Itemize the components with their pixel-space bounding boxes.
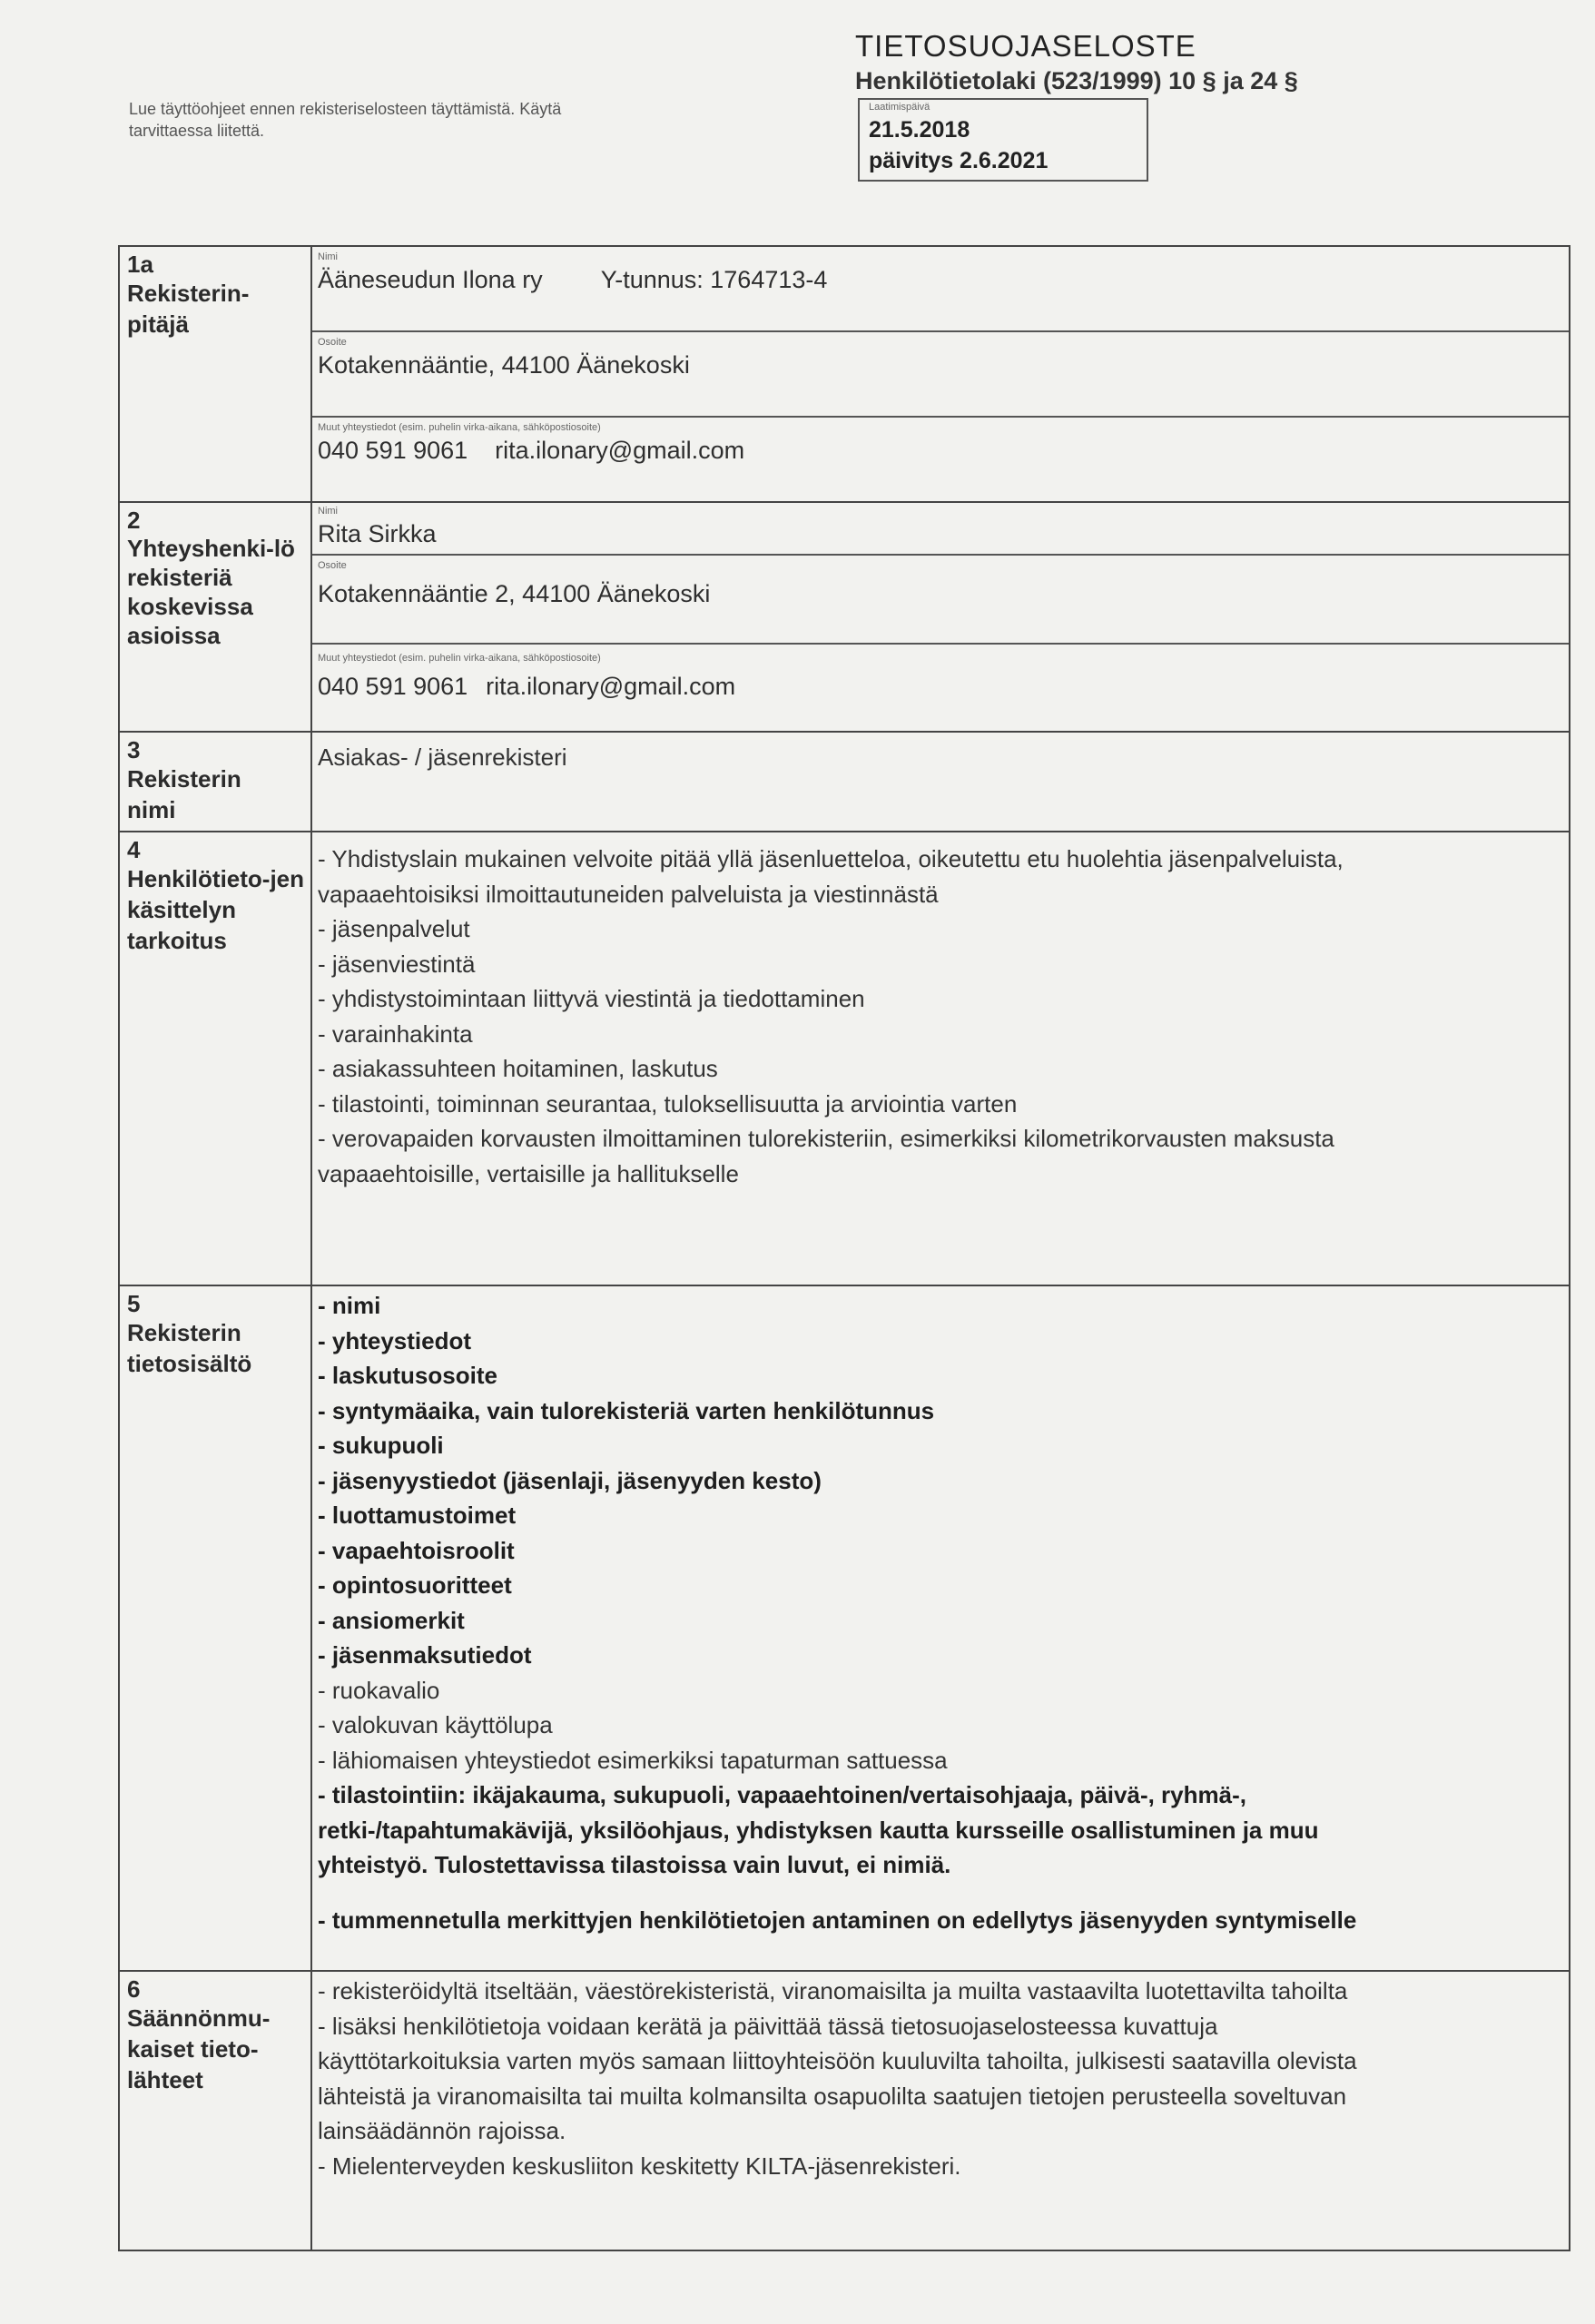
register-name: Asiakas- / jäsenrekisteri — [318, 743, 567, 771]
list-item: käyttötarkoituksia varten myös samaan liittoyhteisöön kuuluvilta tahoilta, julkisesti saatavilla olevista — [318, 2047, 1357, 2074]
contact-name: Rita Sirkka — [318, 520, 437, 547]
section-5 — [120, 1286, 1569, 1972]
section-1a-content — [312, 247, 1569, 501]
section-5-label-cell — [120, 1286, 312, 1970]
list-item: - jäsenviestintä — [318, 950, 476, 978]
section-4-label-cell — [120, 832, 312, 1285]
field-label: Nimi — [318, 506, 338, 517]
updated-value: päivitys 2.6.2021 — [869, 148, 1049, 173]
list-item: - lisäksi henkilötietoja voidaan kerätä ja päivittää tässä tietosuojaselosteessa kuvattuja — [318, 2012, 1218, 2040]
controller-phone: 040 591 9061 — [318, 437, 468, 464]
list-item: retki-/tapahtumakävijä, yksilöohjaus, yhdistyksen kautta kursseille osallistuminen ja muu — [318, 1816, 1319, 1844]
list-item: - jäsenmaksutiedot — [318, 1641, 532, 1669]
document-subtitle: Henkilötietolaki (523/1999) 10 § ja 24 § — [855, 67, 1298, 94]
list-item: - nimi — [318, 1292, 381, 1319]
field-label: Nimi — [318, 251, 338, 262]
list-item: - ansiomerkit — [318, 1606, 465, 1634]
section-label: Rekisterin-pitäjä — [127, 280, 250, 338]
list-item: - Yhdistyslain mukainen velvoite pitää yllä jäsenluetteloa, oikeutettu etu huolehtia jäsenpalveluista, — [318, 845, 1344, 872]
list-item: - tilastointiin: ikäjakauma, sukupuoli, vapaaehtoinen/vertaisohjaaja, päivä-, ryhmä-, — [318, 1781, 1246, 1808]
contact-address-field — [312, 556, 1569, 645]
list-item: - luottamustoimet — [318, 1502, 517, 1529]
list-item: - syntymäaika, vain tulorekisteriä varten henkilötunnus — [318, 1396, 935, 1424]
field-label: Osoite — [318, 560, 347, 571]
list-item: - tummennetulla merkittyjen henkilötietojen antaminen on edellytys jäsenyyden syntymiselle — [318, 1905, 1357, 1934]
list-item: - asiakassuhteen hoitaminen, laskutus — [318, 1055, 718, 1082]
list-item: vapaaehtoisille, vertaisille ja hallitukselle — [318, 1159, 739, 1187]
fill-instruction: Lue täyttöohjeet ennen rekisteriselosteen täyttämistä. Käytä tarvittaessa liitettä. — [129, 100, 562, 140]
controller-address-field — [312, 332, 1569, 418]
section-1a-label-cell — [120, 247, 312, 501]
field-label: Osoite — [318, 337, 347, 348]
list-item: vapaaehtoisiksi ilmoittautuneiden palveluista ja viestinnästä — [318, 880, 939, 908]
register-form-table — [118, 245, 1570, 2251]
section-6-label-cell — [120, 1972, 312, 2250]
list-item: - jäsenpalvelut — [318, 915, 470, 942]
list-item: - jäsenyystiedot (jäsenlaji, jäsenyyden kesto) — [318, 1466, 822, 1494]
section-number: 6 — [127, 1975, 141, 2003]
date-box — [858, 98, 1148, 182]
list-item: - vapaehtoisroolit — [318, 1536, 515, 1564]
list-item: - tilastointi, toiminnan seurantaa, tuloksellisuutta ja arviointia varten — [318, 1089, 1018, 1118]
contact-email: rita.ilonary@gmail.com — [486, 673, 736, 700]
date-label: Laatimispäivä — [869, 102, 930, 113]
list-item: lähteistä ja viranomaisilta tai muilta kolmansilta osapuolilta saatujen tietojen perusteella soveltuvan — [318, 2082, 1347, 2110]
section-3-content — [312, 733, 1569, 831]
section-6 — [120, 1972, 1569, 2250]
section-4-content — [312, 832, 1569, 1285]
list-item: - varainhakinta — [318, 1019, 473, 1048]
list-item: - opintosuoritteet — [318, 1571, 512, 1599]
section-4 — [120, 832, 1569, 1286]
section-label: Säännönmu-kaiset tieto-lähteet — [127, 2004, 271, 2093]
list-item: - lähiomaisen yhteystiedot esimerkiksi tapaturman sattuessa — [318, 1746, 948, 1774]
section-number: 5 — [127, 1290, 141, 1317]
controller-name: Ääneseudun Ilona ry — [318, 266, 543, 293]
list-item: - yhdistystoimintaan liittyvä viestintä ja tiedottaminen — [318, 985, 865, 1012]
list-item: - laskutusosoite — [318, 1362, 497, 1389]
section-2 — [120, 503, 1569, 733]
controller-contact-field — [312, 418, 1569, 503]
section-6-content — [312, 1972, 1569, 2250]
section-label: Yhteyshenki-lö rekisteriä koskevissa asioissa — [127, 535, 295, 649]
list-item: - yhteystiedot — [318, 1326, 472, 1354]
list-item: - ruokavalio — [318, 1676, 440, 1704]
list-item: - valokuvan käyttölupa — [318, 1711, 553, 1738]
contact-address: Kotakennääntie 2, 44100 Äänekoski — [318, 580, 711, 607]
section-number: 4 — [127, 836, 141, 863]
field-label: Muut yhteystiedot (esim. puhelin virka-aikana, sähköpostiosoite) — [318, 422, 601, 433]
section-2-label-cell — [120, 503, 312, 731]
section-number: 3 — [127, 736, 141, 763]
document-title: TIETOSUOJASELOSTE — [855, 29, 1196, 63]
date-value: 21.5.2018 — [869, 117, 970, 143]
controller-name-field — [312, 247, 1569, 332]
controller-email: rita.ilonary@gmail.com — [495, 437, 745, 464]
section-label: Rekisterin nimi — [127, 765, 241, 823]
section-label: Rekisterin tietosisältö — [127, 1319, 252, 1377]
list-item: - verovapaiden korvausten ilmoittaminen tulorekisteriin, esimerkiksi kilometrikorvausten maksusta — [318, 1125, 1334, 1152]
section-label: Henkilötieto-jen käsittelyn tarkoitus — [127, 865, 305, 954]
section-1a — [120, 247, 1569, 503]
business-id: Y-tunnus: 1764713-4 — [600, 266, 828, 293]
list-item: - rekisteröidyltä itseltään, väestörekisteristä, viranomaisilta ja muilta vastaavilta luotettavilta tahoilta — [318, 1977, 1348, 2004]
list-item: yhteistyö. Tulostettavissa tilastoissa vain luvut, ei nimiä. — [318, 1851, 951, 1878]
contact-phone: 040 591 9061 — [318, 673, 468, 700]
section-3 — [120, 733, 1569, 832]
section-2-content — [312, 503, 1569, 731]
list-item: - Mielenterveyden keskusliiton keskitetty KILTA-jäsenrekisteri. — [318, 2152, 961, 2180]
controller-address: Kotakennääntie, 44100 Äänekoski — [318, 351, 690, 379]
section-3-label-cell — [120, 733, 312, 831]
list-item: lainsäädännön rajoissa. — [318, 2117, 566, 2144]
field-label: Muut yhteystiedot (esim. puhelin virka-aikana, sähköpostiosoite) — [318, 653, 601, 664]
section-number: 2 — [127, 507, 141, 534]
contact-name-field — [312, 503, 1569, 556]
section-5-content — [312, 1286, 1569, 1970]
contact-contact-field — [312, 645, 1569, 733]
list-item: - sukupuoli — [318, 1432, 444, 1459]
section-number: 1a — [127, 251, 153, 278]
